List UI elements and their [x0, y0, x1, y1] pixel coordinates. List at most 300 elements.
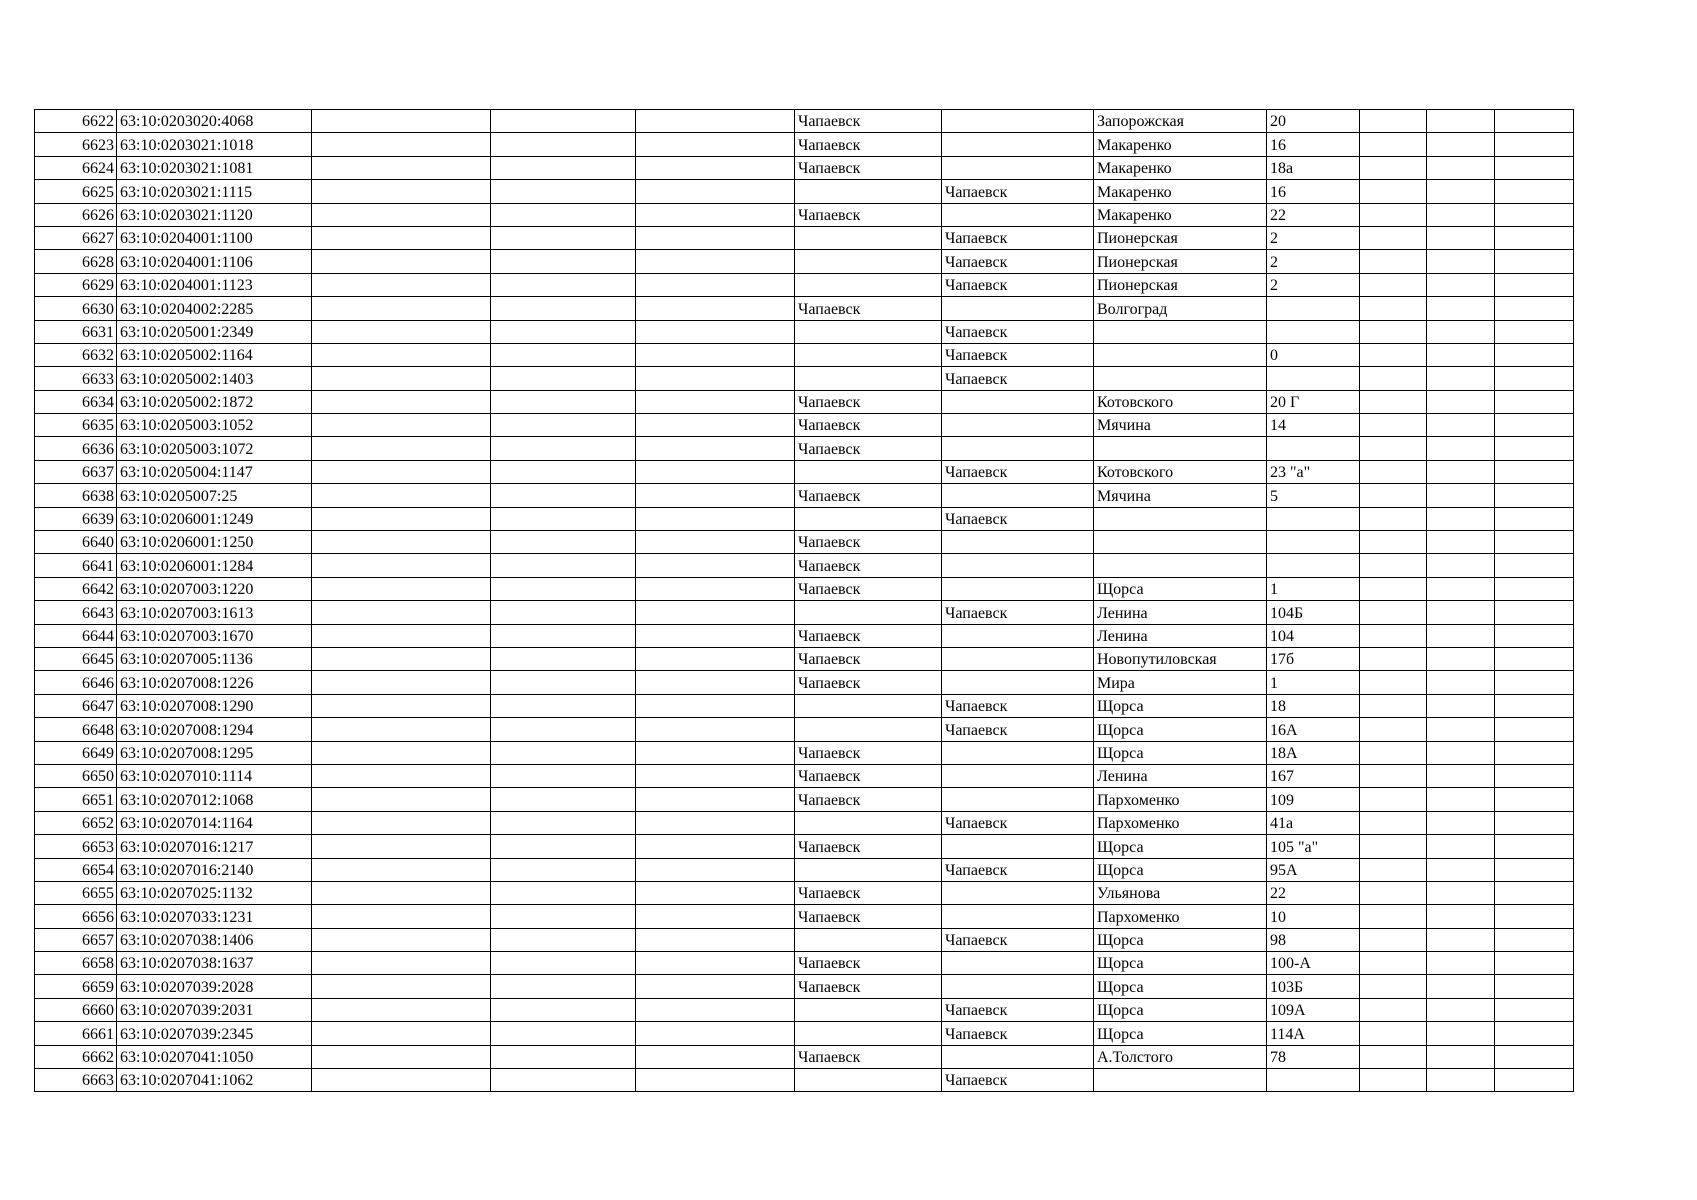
cell-row-number: 6635	[35, 414, 117, 437]
cell-cadastral-number: 63:10:0207039:2345	[117, 1022, 312, 1045]
cell-empty	[491, 905, 636, 928]
cell-empty	[312, 858, 491, 881]
cell-cadastral-number: 63:10:0205007:25	[117, 484, 312, 507]
cell-street: Пионерская	[1094, 226, 1267, 249]
cell-settlement	[942, 952, 1094, 975]
cell-row-number: 6630	[35, 297, 117, 320]
cell-street: Щорса	[1094, 998, 1267, 1021]
cell-empty	[636, 1022, 795, 1045]
table-row	[35, 788, 1574, 811]
cell-empty	[1495, 718, 1574, 741]
cell-empty	[312, 764, 491, 787]
cell-empty	[491, 297, 636, 320]
cell-empty	[491, 110, 636, 133]
table-row	[35, 671, 1574, 694]
cell-empty	[1495, 226, 1574, 249]
cell-city: Чапаевск	[795, 624, 942, 647]
cell-row-number: 6649	[35, 741, 117, 764]
cell-cadastral-number: 63:10:0204001:1123	[117, 273, 312, 296]
cell-settlement	[942, 647, 1094, 670]
cell-empty	[312, 928, 491, 951]
cell-cadastral-number: 63:10:0207005:1136	[117, 647, 312, 670]
cell-empty	[491, 647, 636, 670]
cell-row-number: 6662	[35, 1045, 117, 1068]
cell-house	[1267, 507, 1360, 530]
cell-city	[795, 601, 942, 624]
cell-empty	[491, 718, 636, 741]
cell-empty	[491, 1045, 636, 1068]
cell-empty	[1427, 1069, 1495, 1092]
cell-street: Макаренко	[1094, 156, 1267, 179]
cell-city: Чапаевск	[795, 881, 942, 904]
cell-empty	[1495, 554, 1574, 577]
cell-empty	[312, 437, 491, 460]
cell-cadastral-number: 63:10:0206001:1250	[117, 531, 312, 554]
cell-empty	[491, 1022, 636, 1045]
table-row	[35, 858, 1574, 881]
cell-empty	[312, 1069, 491, 1092]
cell-empty	[636, 952, 795, 975]
table-row	[35, 320, 1574, 343]
cell-row-number: 6645	[35, 647, 117, 670]
cell-empty	[1360, 390, 1427, 413]
cell-empty	[636, 577, 795, 600]
cell-settlement: Чапаевск	[942, 460, 1094, 483]
cell-empty	[636, 624, 795, 647]
cell-cadastral-number: 63:10:0205003:1072	[117, 437, 312, 460]
cell-city	[795, 250, 942, 273]
table-row	[35, 624, 1574, 647]
table-row	[35, 554, 1574, 577]
cell-city: Чапаевск	[795, 1045, 942, 1068]
cell-empty	[1495, 647, 1574, 670]
cell-empty	[312, 133, 491, 156]
cell-street: Ленина	[1094, 764, 1267, 787]
cell-house	[1267, 437, 1360, 460]
cell-street: Щорса	[1094, 952, 1267, 975]
cell-empty	[491, 133, 636, 156]
cell-row-number: 6656	[35, 905, 117, 928]
cell-empty	[1495, 156, 1574, 179]
cell-empty	[636, 367, 795, 390]
cell-empty	[1427, 928, 1495, 951]
cell-empty	[1495, 343, 1574, 366]
cell-row-number: 6636	[35, 437, 117, 460]
table-row	[35, 531, 1574, 554]
cell-street	[1094, 531, 1267, 554]
cell-row-number: 6646	[35, 671, 117, 694]
cell-city: Чапаевск	[795, 764, 942, 787]
cell-empty	[312, 554, 491, 577]
cell-empty	[312, 647, 491, 670]
cell-empty	[312, 601, 491, 624]
cell-cadastral-number: 63:10:0207041:1050	[117, 1045, 312, 1068]
cell-empty	[636, 928, 795, 951]
cell-empty	[491, 414, 636, 437]
cell-empty	[1427, 203, 1495, 226]
cell-row-number: 6625	[35, 180, 117, 203]
cell-empty	[312, 694, 491, 717]
cell-settlement	[942, 414, 1094, 437]
cell-house: 104Б	[1267, 601, 1360, 624]
cell-settlement	[942, 788, 1094, 811]
cell-empty	[312, 624, 491, 647]
cell-settlement	[942, 835, 1094, 858]
cell-empty	[636, 414, 795, 437]
cell-city: Чапаевск	[795, 975, 942, 998]
cell-house: 17б	[1267, 647, 1360, 670]
cell-empty	[491, 226, 636, 249]
cell-empty	[1495, 858, 1574, 881]
cell-city	[795, 343, 942, 366]
cell-house: 114А	[1267, 1022, 1360, 1045]
table-row	[35, 1069, 1574, 1092]
cell-street: Мячина	[1094, 414, 1267, 437]
cell-city: Чапаевск	[795, 110, 942, 133]
cell-house: 18	[1267, 694, 1360, 717]
cell-empty	[491, 437, 636, 460]
cell-empty	[1427, 531, 1495, 554]
cell-empty	[1427, 624, 1495, 647]
cell-empty	[636, 601, 795, 624]
cell-settlement: Чапаевск	[942, 601, 1094, 624]
cell-city: Чапаевск	[795, 905, 942, 928]
cell-empty	[491, 811, 636, 834]
cell-cadastral-number: 63:10:0207016:1217	[117, 835, 312, 858]
cell-city	[795, 1022, 942, 1045]
cell-empty	[1427, 647, 1495, 670]
cell-empty	[1360, 1045, 1427, 1068]
cell-row-number: 6654	[35, 858, 117, 881]
cell-row-number: 6626	[35, 203, 117, 226]
cell-empty	[1427, 390, 1495, 413]
cell-empty	[1427, 180, 1495, 203]
table-row	[35, 764, 1574, 787]
cell-house	[1267, 1069, 1360, 1092]
cell-empty	[491, 788, 636, 811]
cell-empty	[1360, 647, 1427, 670]
cell-empty	[491, 671, 636, 694]
cell-cadastral-number: 63:10:0204001:1100	[117, 226, 312, 249]
table-row	[35, 437, 1574, 460]
cell-empty	[312, 180, 491, 203]
cell-empty	[1360, 788, 1427, 811]
cell-street: Пархоменко	[1094, 905, 1267, 928]
cell-house: 18а	[1267, 156, 1360, 179]
cell-cadastral-number: 63:10:0207014:1164	[117, 811, 312, 834]
cell-row-number: 6641	[35, 554, 117, 577]
cell-empty	[1495, 180, 1574, 203]
cell-city: Чапаевск	[795, 554, 942, 577]
table-row	[35, 1045, 1574, 1068]
cell-row-number: 6647	[35, 694, 117, 717]
cell-cadastral-number: 63:10:0205002:1872	[117, 390, 312, 413]
cell-settlement	[942, 390, 1094, 413]
table-row	[35, 297, 1574, 320]
cell-settlement: Чапаевск	[942, 928, 1094, 951]
cell-empty	[491, 484, 636, 507]
cell-empty	[1427, 297, 1495, 320]
table-row	[35, 156, 1574, 179]
cell-settlement	[942, 156, 1094, 179]
cell-cadastral-number: 63:10:0204001:1106	[117, 250, 312, 273]
cell-empty	[1427, 858, 1495, 881]
cell-street: Щорса	[1094, 1022, 1267, 1045]
cell-row-number: 6642	[35, 577, 117, 600]
cell-empty	[312, 881, 491, 904]
cell-empty	[636, 460, 795, 483]
cell-house: 1	[1267, 671, 1360, 694]
cell-empty	[491, 390, 636, 413]
cell-cadastral-number: 63:10:0205001:2349	[117, 320, 312, 343]
registry-rows	[35, 110, 1574, 1092]
cell-empty	[312, 273, 491, 296]
cell-empty	[491, 858, 636, 881]
cell-empty	[1360, 952, 1427, 975]
cell-cadastral-number: 63:10:0206001:1249	[117, 507, 312, 530]
cell-cadastral-number: 63:10:0207033:1231	[117, 905, 312, 928]
cell-empty	[1427, 156, 1495, 179]
cell-empty	[491, 273, 636, 296]
cell-empty	[636, 320, 795, 343]
cell-street: Ленина	[1094, 624, 1267, 647]
cell-empty	[1360, 226, 1427, 249]
cell-empty	[312, 1045, 491, 1068]
cell-empty	[491, 367, 636, 390]
cell-empty	[636, 741, 795, 764]
cell-empty	[1495, 297, 1574, 320]
table-row	[35, 647, 1574, 670]
cell-empty	[636, 858, 795, 881]
cell-empty	[312, 414, 491, 437]
cell-row-number: 6650	[35, 764, 117, 787]
cell-empty	[312, 952, 491, 975]
cell-row-number: 6632	[35, 343, 117, 366]
cell-empty	[1427, 484, 1495, 507]
cell-empty	[1427, 507, 1495, 530]
cell-empty	[636, 250, 795, 273]
cell-street: Макаренко	[1094, 203, 1267, 226]
cell-settlement: Чапаевск	[942, 180, 1094, 203]
cell-cadastral-number: 63:10:0205002:1164	[117, 343, 312, 366]
cell-empty	[312, 788, 491, 811]
cell-cadastral-number: 63:10:0205003:1052	[117, 414, 312, 437]
cell-cadastral-number: 63:10:0203021:1018	[117, 133, 312, 156]
cell-empty	[1495, 811, 1574, 834]
cell-settlement	[942, 110, 1094, 133]
cell-row-number: 6639	[35, 507, 117, 530]
cell-city: Чапаевск	[795, 952, 942, 975]
cell-city: Чапаевск	[795, 414, 942, 437]
cell-empty	[1360, 624, 1427, 647]
cell-empty	[491, 343, 636, 366]
cell-city: Чапаевск	[795, 297, 942, 320]
table-row	[35, 180, 1574, 203]
cell-empty	[1427, 694, 1495, 717]
table-row	[35, 367, 1574, 390]
cell-street: Пархоменко	[1094, 811, 1267, 834]
cell-empty	[1427, 811, 1495, 834]
cell-row-number: 6634	[35, 390, 117, 413]
cell-empty	[1495, 835, 1574, 858]
cell-empty	[312, 297, 491, 320]
cell-house: 95А	[1267, 858, 1360, 881]
cell-empty	[1427, 343, 1495, 366]
cell-city	[795, 367, 942, 390]
cell-cadastral-number: 63:10:0207008:1226	[117, 671, 312, 694]
cell-empty	[1427, 718, 1495, 741]
cell-row-number: 6629	[35, 273, 117, 296]
cell-empty	[636, 975, 795, 998]
cell-city	[795, 998, 942, 1021]
cell-street: Запорожская	[1094, 110, 1267, 133]
cell-row-number: 6627	[35, 226, 117, 249]
cell-empty	[636, 531, 795, 554]
cell-empty	[312, 718, 491, 741]
cell-empty	[491, 998, 636, 1021]
cell-city: Чапаевск	[795, 156, 942, 179]
cell-cadastral-number: 63:10:0207016:2140	[117, 858, 312, 881]
cell-house: 16	[1267, 133, 1360, 156]
table-row	[35, 1022, 1574, 1045]
cell-city: Чапаевск	[795, 835, 942, 858]
cell-empty	[1427, 952, 1495, 975]
cell-city: Чапаевск	[795, 203, 942, 226]
cell-city: Чапаевск	[795, 577, 942, 600]
cell-empty	[1360, 343, 1427, 366]
cell-house: 10	[1267, 905, 1360, 928]
cell-empty	[491, 577, 636, 600]
cell-city: Чапаевск	[795, 788, 942, 811]
table-row	[35, 250, 1574, 273]
cell-empty	[1495, 601, 1574, 624]
cell-cadastral-number: 63:10:0207038:1637	[117, 952, 312, 975]
cell-row-number: 6622	[35, 110, 117, 133]
cell-empty	[312, 156, 491, 179]
cell-row-number: 6644	[35, 624, 117, 647]
cell-empty	[1495, 998, 1574, 1021]
cell-empty	[312, 390, 491, 413]
cell-empty	[1360, 133, 1427, 156]
cell-empty	[491, 180, 636, 203]
table-row	[35, 905, 1574, 928]
cell-settlement: Чапаевск	[942, 507, 1094, 530]
cell-settlement: Чапаевск	[942, 226, 1094, 249]
cell-house: 16	[1267, 180, 1360, 203]
cell-empty	[1360, 764, 1427, 787]
cell-empty	[636, 764, 795, 787]
cell-empty	[312, 110, 491, 133]
cell-settlement	[942, 437, 1094, 460]
cell-empty	[636, 671, 795, 694]
cell-empty	[1427, 835, 1495, 858]
cell-house: 18А	[1267, 741, 1360, 764]
cell-house: 109	[1267, 788, 1360, 811]
cell-empty	[491, 975, 636, 998]
cell-empty	[1360, 554, 1427, 577]
cell-cadastral-number: 63:10:0205002:1403	[117, 367, 312, 390]
cell-settlement: Чапаевск	[942, 811, 1094, 834]
cell-house	[1267, 297, 1360, 320]
cell-street: Мячина	[1094, 484, 1267, 507]
table-row	[35, 507, 1574, 530]
cell-empty	[1427, 764, 1495, 787]
cell-house: 109А	[1267, 998, 1360, 1021]
table-row	[35, 273, 1574, 296]
cell-empty	[1427, 998, 1495, 1021]
cell-settlement: Чапаевск	[942, 718, 1094, 741]
cell-row-number: 6628	[35, 250, 117, 273]
cell-empty	[312, 811, 491, 834]
cell-empty	[1427, 110, 1495, 133]
cell-cadastral-number: 63:10:0203021:1081	[117, 156, 312, 179]
cell-settlement	[942, 764, 1094, 787]
cell-row-number: 6661	[35, 1022, 117, 1045]
cell-house	[1267, 531, 1360, 554]
table-row	[35, 601, 1574, 624]
cell-empty	[1495, 390, 1574, 413]
cell-settlement: Чапаевск	[942, 250, 1094, 273]
cell-street: Котовского	[1094, 390, 1267, 413]
cell-house: 78	[1267, 1045, 1360, 1068]
cell-empty	[312, 905, 491, 928]
cell-empty	[1360, 718, 1427, 741]
cell-cadastral-number: 63:10:0204002:2285	[117, 297, 312, 320]
cell-city	[795, 811, 942, 834]
cell-empty	[636, 273, 795, 296]
cell-empty	[1360, 180, 1427, 203]
cell-empty	[1360, 811, 1427, 834]
cell-empty	[491, 835, 636, 858]
cell-street	[1094, 367, 1267, 390]
cell-empty	[1495, 975, 1574, 998]
cell-empty	[636, 484, 795, 507]
cell-row-number: 6631	[35, 320, 117, 343]
cell-empty	[312, 577, 491, 600]
table-row	[35, 203, 1574, 226]
table-row	[35, 110, 1574, 133]
cell-empty	[636, 1045, 795, 1068]
cell-empty	[1360, 273, 1427, 296]
cell-street: Котовского	[1094, 460, 1267, 483]
cell-house: 16А	[1267, 718, 1360, 741]
cell-empty	[1495, 367, 1574, 390]
table-row	[35, 881, 1574, 904]
cell-house: 41а	[1267, 811, 1360, 834]
cell-empty	[636, 647, 795, 670]
cell-empty	[636, 226, 795, 249]
cell-settlement	[942, 741, 1094, 764]
cell-empty	[1427, 133, 1495, 156]
cell-empty	[1360, 320, 1427, 343]
cell-city: Чапаевск	[795, 741, 942, 764]
cell-empty	[312, 671, 491, 694]
cell-street	[1094, 320, 1267, 343]
cell-empty	[636, 343, 795, 366]
cell-street: Мира	[1094, 671, 1267, 694]
cell-empty	[1427, 554, 1495, 577]
cell-empty	[1495, 905, 1574, 928]
cell-house: 0	[1267, 343, 1360, 366]
cell-cadastral-number: 63:10:0203021:1115	[117, 180, 312, 203]
cell-empty	[1495, 414, 1574, 437]
table-row	[35, 811, 1574, 834]
cell-empty	[491, 764, 636, 787]
cell-empty	[1495, 1045, 1574, 1068]
cell-empty	[1427, 460, 1495, 483]
cell-empty	[1495, 624, 1574, 647]
cell-empty	[1495, 788, 1574, 811]
